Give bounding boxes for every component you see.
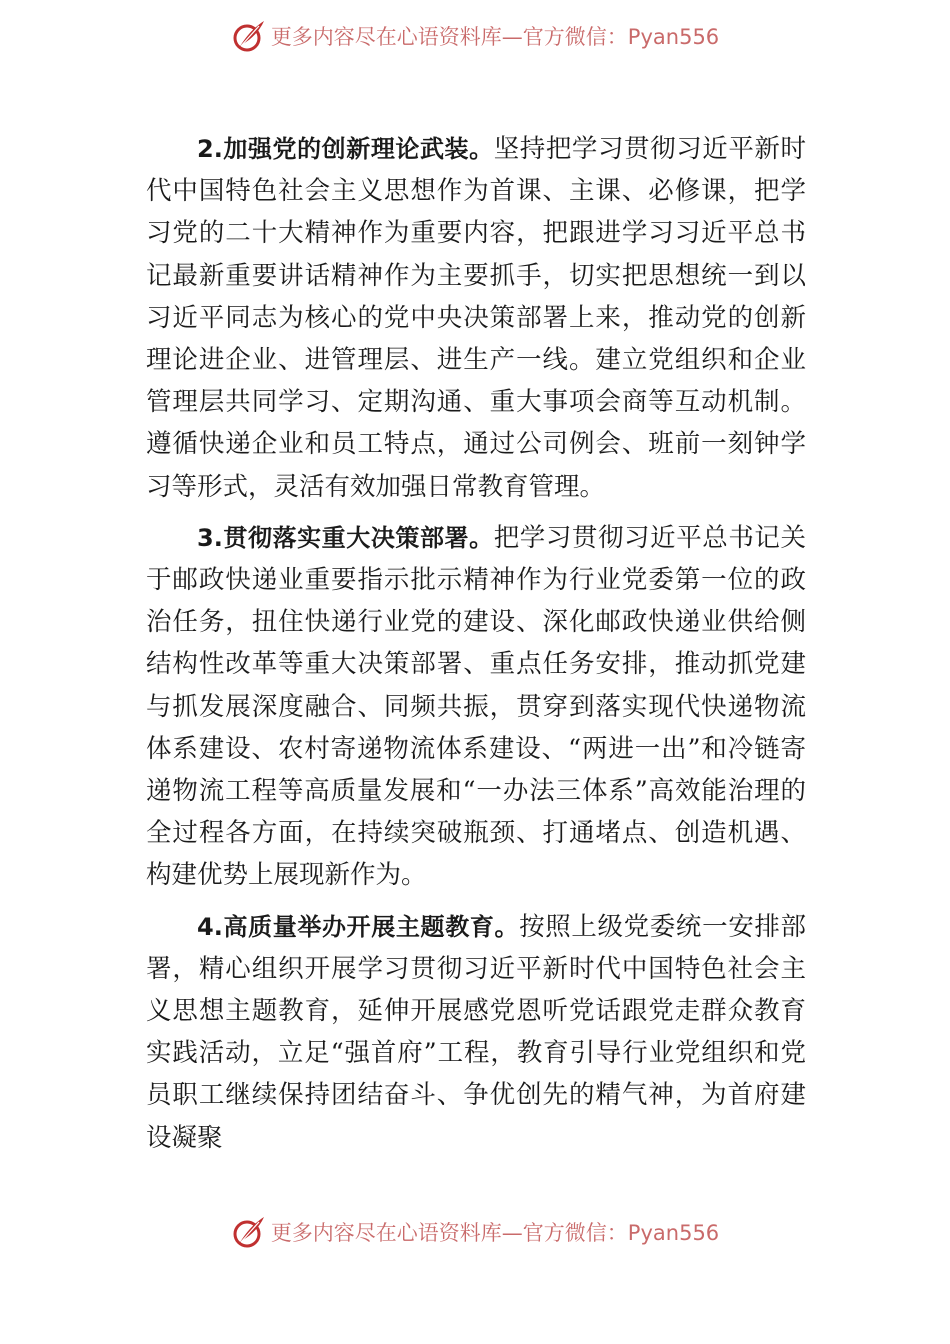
footer-watermark-text: 更多内容尽在心语资料库—官方微信：Pyan556 bbox=[270, 1221, 720, 1245]
feather-circle-logo-icon bbox=[231, 1214, 267, 1250]
feather-circle-logo-icon bbox=[231, 18, 267, 54]
footer-watermark bbox=[0, 1210, 950, 1254]
paragraph-4 bbox=[146, 906, 806, 1159]
paragraph-2 bbox=[146, 128, 806, 508]
paragraph-text: 把学习贯彻习近平总书记关于邮政快递业重要指示批示精神作为行业党委第一位的政治任务，扭住快递行业党的建设、深化邮政快递业供给侧结构性改革等重大决策部署、重点任务安排，推动抓党建与抓发展深度融合、同频共振，贯穿到落实现代快递物流体系建设、农村寄递物流体系建设、“两进一出”和冷链寄递物流工程等高质量发展和“一办法三体系”高效能治理的全过程各方面，在持续突破瓶颈、打通堵点、创造机遇、构建优势上展现新作为。 bbox=[146, 522, 806, 891]
header-watermark bbox=[0, 14, 950, 58]
document-body bbox=[146, 128, 806, 1168]
paragraph-3 bbox=[146, 517, 806, 897]
paragraph-text: 坚持把学习贯彻习近平新时代中国特色社会主义思想作为首课、主课、必修课，把学习党的二十大精神作为重要内容，把跟进学习习近平总书记最新重要讲话精神作为主要抓手，切实把思想统一到以习近平同志为核心的党中央决策部署上来，推动党的创新理论进企业、进管理层、进生产一线。建立党组织和企业管理层共同学习、定期沟通、重大事项会商等互动机制。遵循快递企业和员工特点，通过公司例会、班前一刻钟学习等形式，灵活有效加强日常教育管理。 bbox=[146, 134, 806, 502]
paragraph-text: 按照上级党委统一安排部署，精心组织开展学习贯彻习近平新时代中国特色社会主义思想主题教育，延伸开展感党恩听党话跟党走群众教育实践活动，立足“强首府”工程，教育引导行业党组织和党员职工继续保持团结奋斗、争优创先的精气神，为首府建设凝聚 bbox=[146, 911, 806, 1153]
paragraph-heading: 4.高质量举办开展主题教育。 bbox=[197, 912, 520, 941]
header-watermark-text: 更多内容尽在心语资料库—官方微信：Pyan556 bbox=[270, 25, 720, 49]
paragraph-heading: 3.贯彻落实重大决策部署。 bbox=[197, 523, 494, 552]
paragraph-heading: 2.加强党的创新理论武装。 bbox=[197, 135, 494, 163]
